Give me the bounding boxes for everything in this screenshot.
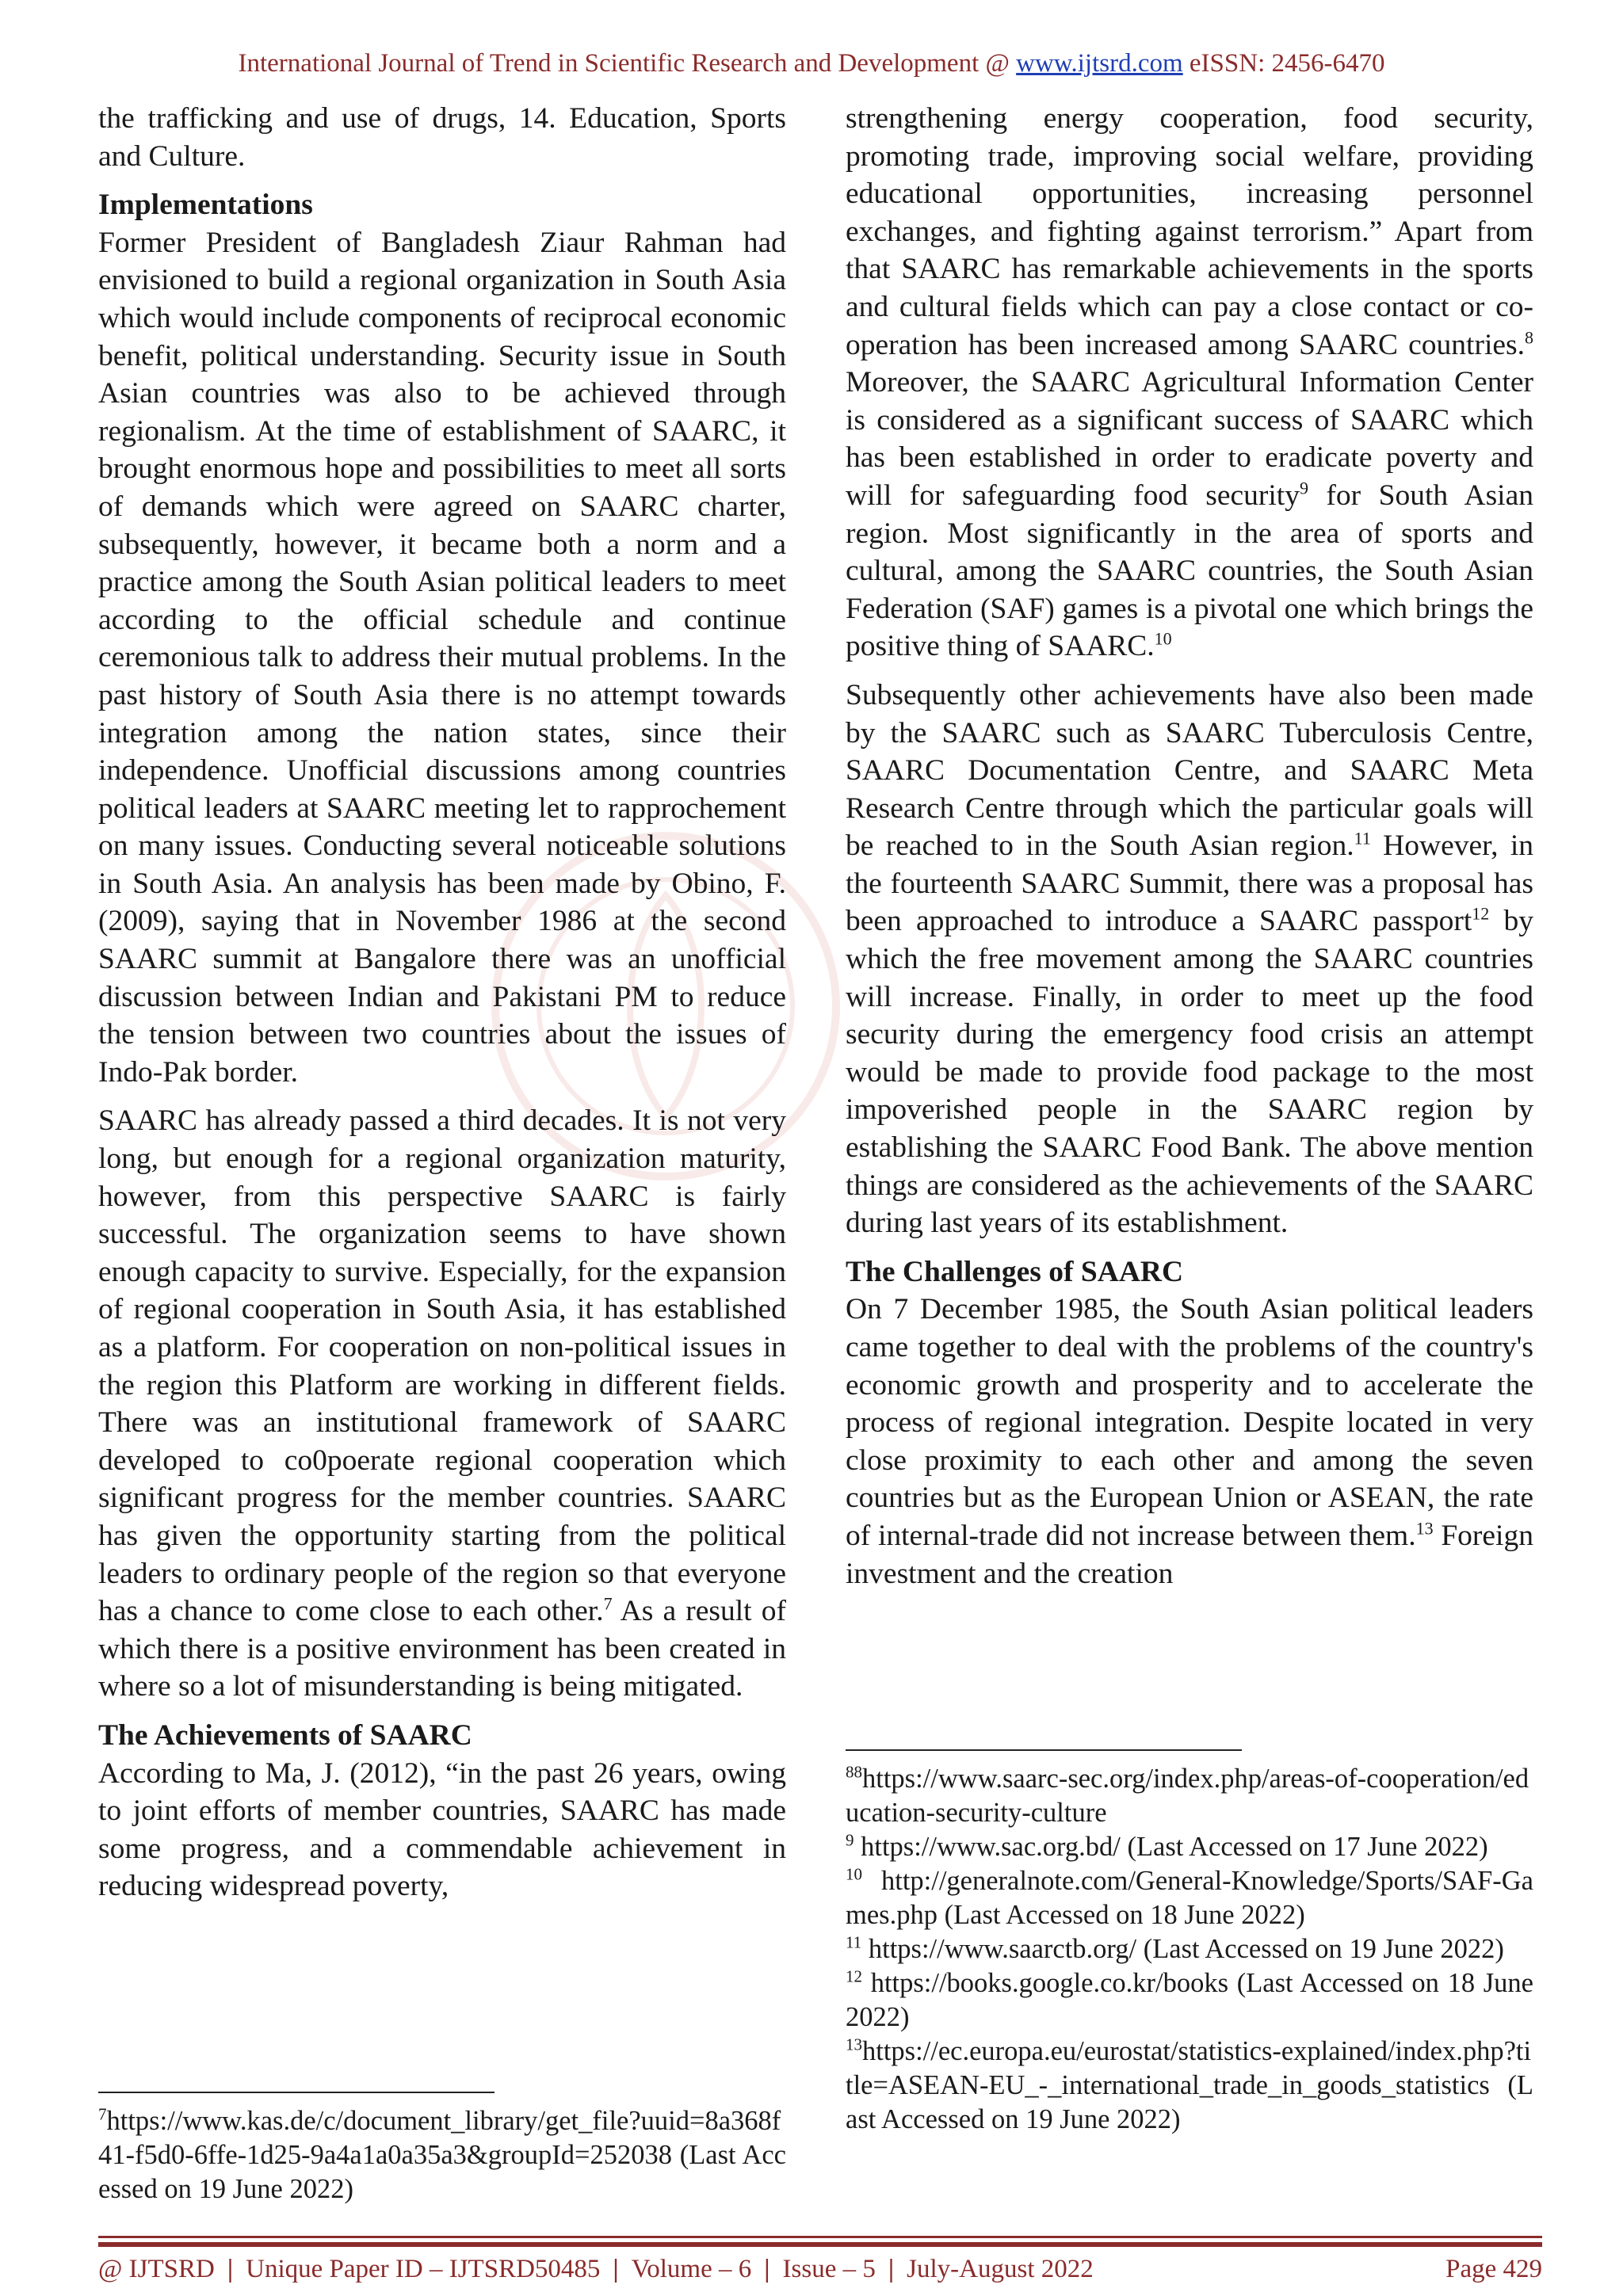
paragraph-saarc-decades: SAARC has already passed a third decades. It is not very long, but enough for a regional organization maturity, however, from this perspective SAARC is fairly successful. The organization seems to have shown enough capacity to survive. Especially, for the expansion of regional cooperation in South Asia, it has established as a platform. For cooperation on non-political issues in the region this Platform are working in different fields. There was an institutional framework of SAARC developed to co0poerate regional cooperation which significant progress for the member countries. SAARC has given the opportunity starting from the political leaders to ordinary people of the region so that everyone has a chance to come close to each other.$^7$ As a result of which there is a positive environment has been created in where so a lot of misunderstanding is being mitigated. <box>98 1104 786 1703</box>
issn-label: eISSN: 2456-6470 <box>1189 49 1385 78</box>
footnotes-right <box>846 1749 1533 2137</box>
footnote-item[interactable]: $^7$https://www.kas.de/c/document_library/get_file?uuid=8a368f41-f5d0-6ffe-1d25-9a4a1a0a35a3&groupId=252038 (Last Accessed on 19 June 2022) <box>98 2104 786 2204</box>
right-column <box>846 100 1533 1592</box>
paragraph-left-0: the trafficking and use of drugs, 14. Education, Sports and Culture. <box>98 102 786 173</box>
footnote-ref-11[interactable]: 11 <box>1354 828 1371 849</box>
footnote-item[interactable]: $^{88}$https://www.saarc-sec.org/index.php/areas-of-cooperation/education-security-culture <box>846 1762 1529 1828</box>
footer-left: @ IJTSRD | Unique Paper ID – IJTSRD50485 | Volume – 6 | Issue – 5 | July-August 2022 <box>98 2255 1094 2283</box>
journal-url-link[interactable]: www.ijtsrd.com <box>1016 49 1183 78</box>
heading-achievements: The Achievements of SAARC <box>98 1718 472 1752</box>
footnote-ref-13[interactable]: 13 <box>1415 1518 1434 1539</box>
page-number: Page 429 <box>1445 2255 1542 2283</box>
footnote-divider <box>846 1749 1242 1751</box>
paragraph-implementations: Former President of Bangladesh Ziaur Rahman had envisioned to build a regional organization in South Asia which would include components of reciprocal economic benefit, political understanding. Security issue in South Asian countries was also to be achieved through regionalism. At the time of establishment of SAARC, it brought enormous hope and possibilities to meet all sorts of demands which were agreed on SAARC charter, subsequently, however, it became both a norm and a practice among the South Asian political leaders to meet according to the official schedule and continue ceremonious talk to address their mutual problems. In the past history of South Asia there is no attempt towards integration among the nation states, since their independence. Unofficial discussions among countries political leaders at SAARC meeting let to rapprochement on many issues. Conducting several noticeable solutions in South Asia. An analysis has been made by Obino, F. (2009), saying that in November 1986 at the second SAARC summit at Bangalore there was an unofficial discussion between Indian and Pakistani PM to reduce the tension between two countries about the issues of Indo-Pak border. <box>98 226 786 1089</box>
left-column <box>98 100 786 1905</box>
footer-paper-id: Unique Paper ID – IJTSRD50485 <box>246 2255 601 2283</box>
footnotes-left <box>98 2092 786 2206</box>
footnote-ref-9[interactable]: 9 <box>1299 478 1308 498</box>
footnote-item[interactable]: $^{11}$ https://www.saarctb.org/ (Last Accessed on 19 June 2022) <box>846 1932 1504 1964</box>
paragraph-achievements-cont: strengthening energy cooperation, food security, promoting trade, improving social welfare, providing educational opportunities, increasing personnel exchanges, and fighting against terrorism.” Apart from that SAARC has remarkable achievements in the sports and cultural fields which can pay a close contact or co-operation has been increased among SAARC countries.$^8$ Moreover, the SAARC Agricultural Information Center is considered as a significant success of SAARC which has been established in order to eradicate poverty and will for safeguarding food security$^9$ for South Asian region. Most significantly in the area of sports and cultural, among the SAARC countries, the South Asian Federation (SAF) games is a pivotal one which brings the positive thing of SAARC.$^{10}$ <box>846 102 1533 663</box>
footer-date: July-August 2022 <box>907 2255 1094 2283</box>
footnote-item[interactable]: $^{10}$ http://generalnote.com/General-Knowledge/Sports/SAF-Games.php (Last Accessed on 18 June 2022) <box>846 1864 1533 1930</box>
heading-challenges: The Challenges of SAARC <box>846 1255 1184 1288</box>
footnote-item[interactable]: $^9$ https://www.sac.org.bd/ (Last Accessed on 17 June 2022) <box>846 1830 1488 1862</box>
footnote-ref-12[interactable]: 12 <box>1472 903 1490 924</box>
paragraph-other-achievements: Subsequently other achievements have also been made by the SAARC such as SAARC Tuberculosis Centre, SAARC Documentation Centre, and SAARC Meta Research Centre through which the particular goals will be reached to in the South Asian region.$^{11}$ However, in the fourteenth SAARC Summit, there was a proposal has been approached to introduce a SAARC passport$^{12}$ by which the free movement among the SAARC countries will increase. Finally, in order to meet up the food security during the emergency food crisis an attempt would be made to provide food package to the most impoverished people in the SAARC region by establishing the SAARC Food Bank. The above mention things are considered as the achievements of the SAARC during last years of its establishment. <box>846 678 1534 1240</box>
footnote-ref-8[interactable]: 8 <box>1525 327 1533 348</box>
journal-name: International Journal of Trend in Scientific Research and Development @ <box>238 49 1010 78</box>
footnote-divider <box>98 2092 495 2093</box>
footer-issue: Issue – 5 <box>782 2255 876 2283</box>
footnote-ref-10[interactable]: 10 <box>1154 628 1172 649</box>
footnote-ref-7[interactable]: 7 <box>603 1593 613 1614</box>
footer-rule-thick <box>98 2242 1542 2247</box>
footnote-item[interactable]: $^{12}$ https://books.google.co.kr/books (Last Accessed on 18 June 2022) <box>846 1966 1533 2032</box>
heading-implementations: Implementations <box>98 189 313 222</box>
paragraph-challenges: On 7 December 1985, the South Asian political leaders came together to deal with the problems of the country's economic growth and prosperity and to accelerate the process of regional integration. Despite located in very close proximity to each other and among the seven countries but as the European Union or ASEAN, the rate of internal-trade did not increase between them.$^{13}$ Foreign investment and the creation <box>846 1293 1533 1590</box>
footer-volume: Volume – 6 <box>631 2255 752 2283</box>
paragraph-achievements-start: According to Ma, J. (2012), “in the past 26 years, owing to joint efforts of member countries, SAARC has made some progress, and a commendable achievement in reducing widespread poverty, <box>98 1756 786 1903</box>
footnote-item[interactable]: $^{13}$https://ec.europa.eu/eurostat/statistics-explained/index.php?title=ASEAN-EU_-_international_trade_in_goods_statistics (Last Accessed on 19 June 2022) <box>846 2035 1533 2134</box>
footer-journal: @ IJTSRD <box>98 2255 215 2283</box>
page-footer <box>98 2255 1542 2284</box>
page-header <box>0 49 1623 78</box>
footer-rule-thin <box>98 2236 1542 2238</box>
